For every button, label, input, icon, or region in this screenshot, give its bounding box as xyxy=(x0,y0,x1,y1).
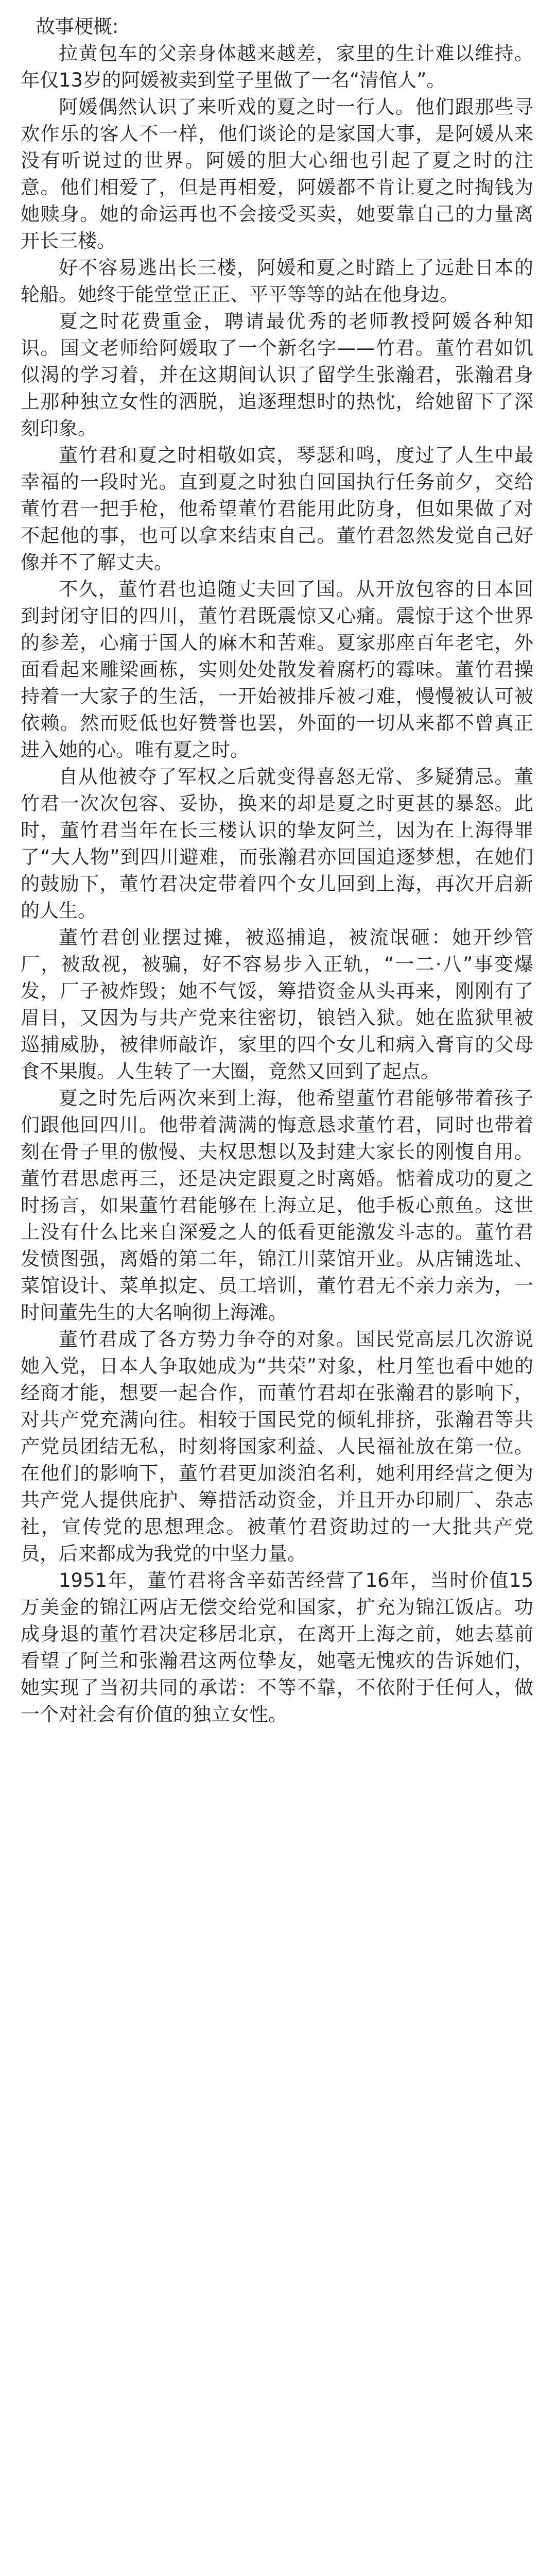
paragraph-11: 1951年，董竹君将含辛茹苦经营了16年，当时价值15万美金的锦江两店无偿交给党和国家，扩充为锦江饭店。功成身退的董竹君决定移居北京，在离开上海之前，她去墓前看望了阿兰和张瀚君这两位挚友，她毫无愧疚的告诉她们，她实现了当初共同的承诺：不等不靠，不依附于任何人，做一个对社会有价值的独立女性。 xyxy=(21,1569,533,1725)
paragraph-7: 自从他被夺了军权之后就变得喜怒无常、多疑猜忌。董竹君一次次包容、妥协，换来的却是夏之时更甚的暴怒。此时，董竹君当年在长三楼认识的挚友阿兰，因为在上海得罪了“大人物”到四川避难，而张瀚君亦回国追逐梦想，在她们的鼓励下，董竹君决定带着四个女儿回到上海，再次开启新的人生。 xyxy=(21,766,533,922)
paragraph-2: 阿媛偶然认识了来听戏的夏之时一行人。他们跟那些寻欢作乐的客人不一样，他们谈论的是家国大事，是阿媛从来没有听说过的世界。阿媛的胆大心细也引起了夏之时的注意。他们相爱了，但是再相爱，阿媛都不肯让夏之时掏钱为她赎身。她的命运再也不会接受买卖，她要靠自己的力量离开长三楼。 xyxy=(21,96,533,252)
synopsis-heading: 故事梗概: xyxy=(36,15,119,38)
paragraph-8: 董竹君创业摆过摊，被巡捕追，被流氓砸：她开纱管厂，被敌视，被骗，好不容易步入正轨，“一二·八”事变爆发，厂子被炸毁；她不气馁，筹措资金从头再来，刚刚有了眉目，又因为与共产党来往密切，锒铛入狱。她在监狱里被巡捕威胁，被律师敲诈，家里的四个女儿和病入膏肓的父母食不果腹。人生转了一大圈，竟然又回到了起点。 xyxy=(21,926,533,1082)
paragraph-4: 夏之时花费重金，聘请最优秀的老师教授阿媛各种知识。国文老师给阿媛取了一个新名字——竹君。董竹君如饥似渴的学习着，并在这期间认识了留学生张瀚君，张瀚君身上那种独立女性的洒脱，追逐理想时的热忱，给她留下了深刻印象。 xyxy=(21,310,533,439)
paragraph-5: 董竹君和夏之时相敬如宾，琴瑟和鸣，度过了人生中最幸福的一段时光。直到夏之时独自回国执行任务前夕，交给董竹君一把手枪，他希望董竹君能用此防身，但如果做了对不起他的事，也可以拿来结束自己。董竹君忽然发觉自己好像并不了解丈夫。 xyxy=(21,444,533,573)
paragraph-9: 夏之时先后两次来到上海，他希望董竹君能够带着孩子们跟他回四川。他带着满满的悔意恳求董竹君，同时也带着刻在骨子里的傲慢、夫权思想以及封建大家长的刚愎自用。董竹君思虑再三，还是决定跟夏之时离婚。惦着成功的夏之时扬言，如果董竹君能够在上海立足，他手板心煎鱼。这世上没有什么比来自深爱之人的低看更能激发斗志的。董竹君发愤图强，离婚的第二年，锦江川菜馆开业。从店铺选址、菜馆设计、菜单拟定、员工培训，董竹君无不亲力亲为，一时间董先生的大名响彻上海滩。 xyxy=(21,1087,533,1324)
paragraph-10: 董竹君成了各方势力争夺的对象。国民党高层几次游说她入党，日本人争取她成为“共荣”对象，杜月笙也看中她的经商才能，想要一起合作，而董竹君却在张瀚君的影响下，对共产党充满向往。相较于国民党的倾轧排挤，张瀚君等共产党员团结无私，时刻将国家利益、人民福祉放在第一位。在他们的影响下，董竹君更加淡泊名利，她利用经营之便为共产党人提供庇护、筹措活动资金，并且开办印刷厂、杂志社，宣传党的思想理念。被董竹君资助过的一大批共产党员，后来都成为我党的中坚力量。 xyxy=(21,1328,533,1565)
paragraph-3: 好不容易逃出长三楼，阿媛和夏之时踏上了远赴日本的轮船。她终于能堂堂正正、平平等等的站在他身边。 xyxy=(21,257,533,306)
paragraph-6: 不久，董竹君也追随丈夫回了国。从开放包容的日本回到封闭守旧的四川，董竹君既震惊又心痛。震惊于这个世界的参差，心痛于国人的麻木和苦难。夏家那座百年老宅，外面看起来雕梁画栋，实则处处散发着腐朽的霉味。董竹君操持着一大家子的生活，一开始被排斥被刁难，慢慢被认可被依赖。然而贬低也好赞誉也罢，外面的一切从来都不曾真正进入她的心。唯有夏之时。 xyxy=(21,578,533,761)
paragraph-1: 拉黄包车的父亲身体越来越差，家里的生计难以维持。年仅13岁的阿媛被卖到堂子里做了一名“清倌人”。 xyxy=(21,42,533,91)
